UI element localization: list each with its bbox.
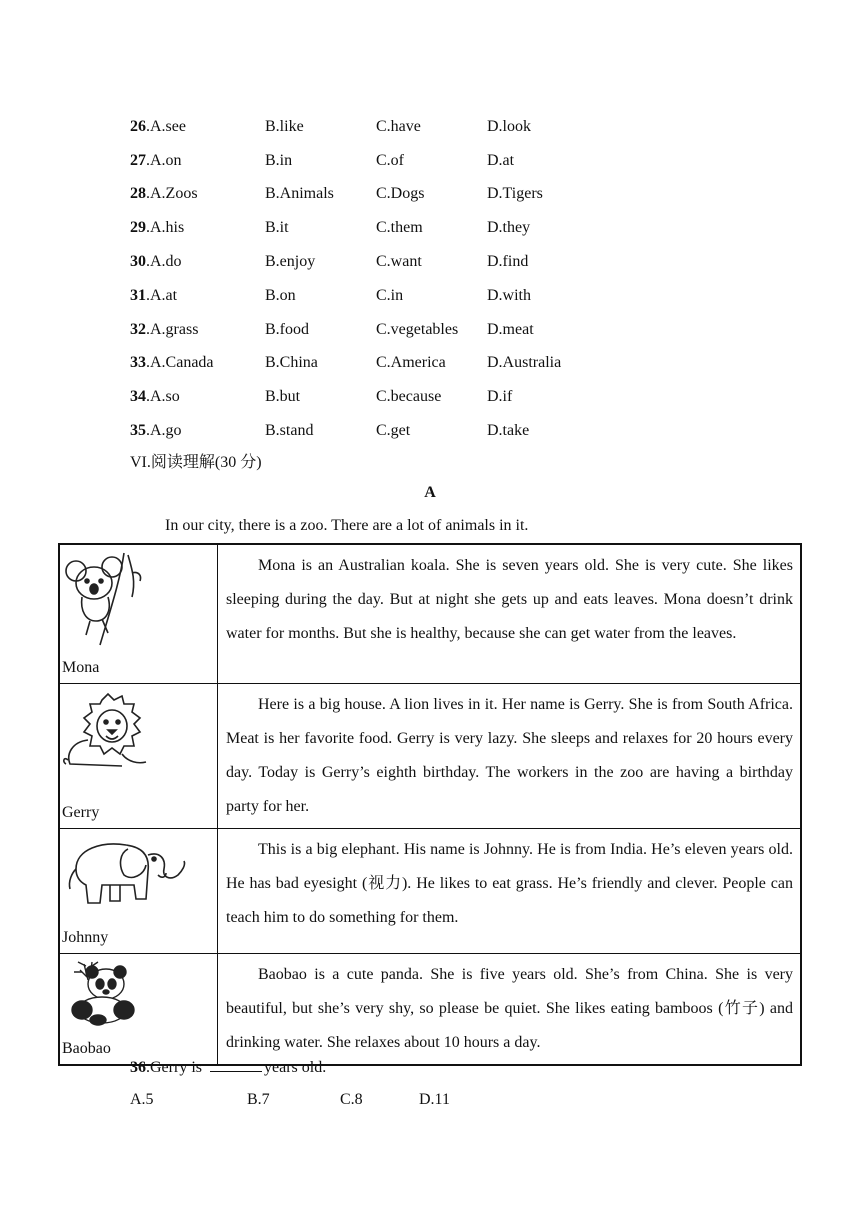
option-a-text: .A.go [146, 422, 182, 440]
option-b: B.but [265, 388, 301, 406]
question-number: 34 [130, 388, 146, 406]
animal-name: Gerry [62, 804, 100, 821]
question-number: 28 [130, 185, 146, 203]
option-d: D.if [487, 388, 513, 406]
option-a [130, 219, 265, 237]
option-c: C.of [376, 151, 404, 169]
question-text-after: years old. [263, 1059, 327, 1076]
option-row [130, 380, 650, 414]
question-number: 36 [130, 1059, 146, 1076]
option-a-text: .A.do [146, 253, 182, 271]
option-b: B.food [265, 320, 309, 338]
option-a-text: .A.Zoos [146, 185, 198, 203]
animal-name: Johnny [62, 929, 109, 946]
option-a [130, 321, 265, 339]
option-c: C.America [376, 354, 446, 372]
part-title: A [424, 484, 436, 501]
option-row [130, 279, 650, 313]
option-c: C.Dogs [376, 185, 425, 203]
option-c: C.because [376, 388, 442, 406]
option-row [130, 110, 650, 144]
option-b: B.on [265, 286, 296, 304]
option-row [130, 144, 650, 178]
koala-icon [62, 551, 146, 647]
animal-table [58, 543, 802, 1066]
question-36 [130, 1057, 326, 1077]
question-number: 31 [130, 286, 146, 304]
option-a [130, 118, 265, 136]
option-row [130, 178, 650, 212]
option-d: D.meat [487, 320, 534, 338]
animal-description: Here is a big house. A lion lives in it. Her name is Gerry. She is from South Africa. Meat is her favorite food. Gerry is very lazy. She sleeps and relaxes for 20 hours every day. Today is Gerry’s eighth birthday. The workers in the zoo are having a birthday party for her. [218, 684, 802, 829]
option-row [130, 414, 650, 448]
option-a [130, 388, 265, 406]
question-number: 35 [130, 422, 146, 440]
option-d: D.Tigers [487, 185, 543, 203]
passage-intro: In our city, there is a zoo. There are a lot of animals in it. [165, 517, 529, 534]
question-number: 33 [130, 354, 146, 372]
section-title: VI.阅读理解(30 分) [130, 454, 262, 471]
lion-icon [62, 690, 154, 776]
option-a [130, 152, 265, 170]
table-row [59, 684, 801, 829]
option-c: C.have [376, 117, 421, 135]
cloze-options [130, 110, 650, 448]
option-c: C.get [376, 422, 411, 440]
option-b: B.in [265, 151, 293, 169]
question-number: 30 [130, 253, 146, 271]
question-text-before: .Gerry is [146, 1059, 202, 1076]
option-d: D.with [487, 286, 531, 304]
question-36-options [130, 1091, 450, 1109]
option-a-text: .A.so [146, 388, 180, 406]
option-d[interactable]: D.11 [419, 1091, 450, 1108]
animal-picture-cell [59, 684, 218, 829]
option-a [130, 253, 265, 271]
option-b: B.China [265, 354, 318, 372]
option-d: D.look [487, 117, 531, 135]
option-a-text: .A.on [146, 151, 182, 169]
option-c: C.them [376, 219, 423, 237]
elephant-icon [62, 835, 192, 915]
option-a [130, 422, 265, 440]
option-d: D.find [487, 253, 529, 271]
option-a-text: .A.Canada [146, 354, 214, 372]
option-d: D.Australia [487, 354, 562, 372]
question-number: 29 [130, 219, 146, 237]
table-row [59, 544, 801, 684]
option-a [130, 354, 265, 372]
option-b: B.enjoy [265, 253, 316, 271]
option-d: D.they [487, 219, 531, 237]
animal-description: Baobao is a cute panda. She is five years old. She’s from China. She is very beautiful, but she’s very shy, so please be quiet. She likes eating bamboos (竹子) and drinking water. She relaxes about 10 hours a day. [218, 954, 802, 1066]
animal-name: Baobao [62, 1040, 111, 1057]
option-c: C.vegetables [376, 320, 459, 338]
option-c[interactable]: C.8 [340, 1091, 363, 1108]
option-c: C.in [376, 286, 404, 304]
option-a-text: .A.grass [146, 320, 199, 338]
answer-blank[interactable] [210, 1057, 262, 1072]
animal-picture-cell [59, 829, 218, 954]
option-a [130, 287, 265, 305]
question-number: 27 [130, 151, 146, 169]
option-c: C.want [376, 253, 422, 271]
option-a-text: .A.at [146, 286, 178, 304]
table-row [59, 829, 801, 954]
animal-name: Mona [62, 659, 100, 676]
option-a[interactable]: A.5 [130, 1091, 154, 1108]
option-d: D.take [487, 422, 530, 440]
option-d: D.at [487, 151, 515, 169]
option-a-text: .A.his [146, 219, 185, 237]
animal-picture-cell [59, 954, 218, 1066]
panda-icon [62, 960, 138, 1026]
animal-picture-cell [59, 544, 218, 684]
option-b: B.Animals [265, 185, 334, 203]
option-row [130, 347, 650, 381]
option-row [130, 245, 650, 279]
question-number: 32 [130, 320, 146, 338]
question-number: 26 [130, 117, 146, 135]
animal-description: This is a big elephant. His name is Johnny. He is from India. He’s eleven years old. He has bad eyesight (视力). He likes to eat grass. He’s friendly and clever. People can teach him to do something for them. [218, 829, 802, 954]
option-a [130, 185, 265, 203]
animal-description: Mona is an Australian koala. She is seven years old. She is very cute. She likes sleeping during the day. But at night she gets up and eats leaves. Mona doesn’t drink water for months. But she is healthy, because she can get water from the leaves. [218, 544, 802, 684]
option-b[interactable]: B.7 [247, 1091, 270, 1108]
option-a-text: .A.see [146, 117, 186, 135]
table-row [59, 954, 801, 1066]
option-row [130, 211, 650, 245]
option-b: B.like [265, 117, 304, 135]
option-b: B.it [265, 219, 289, 237]
option-row [130, 313, 650, 347]
option-b: B.stand [265, 422, 314, 440]
